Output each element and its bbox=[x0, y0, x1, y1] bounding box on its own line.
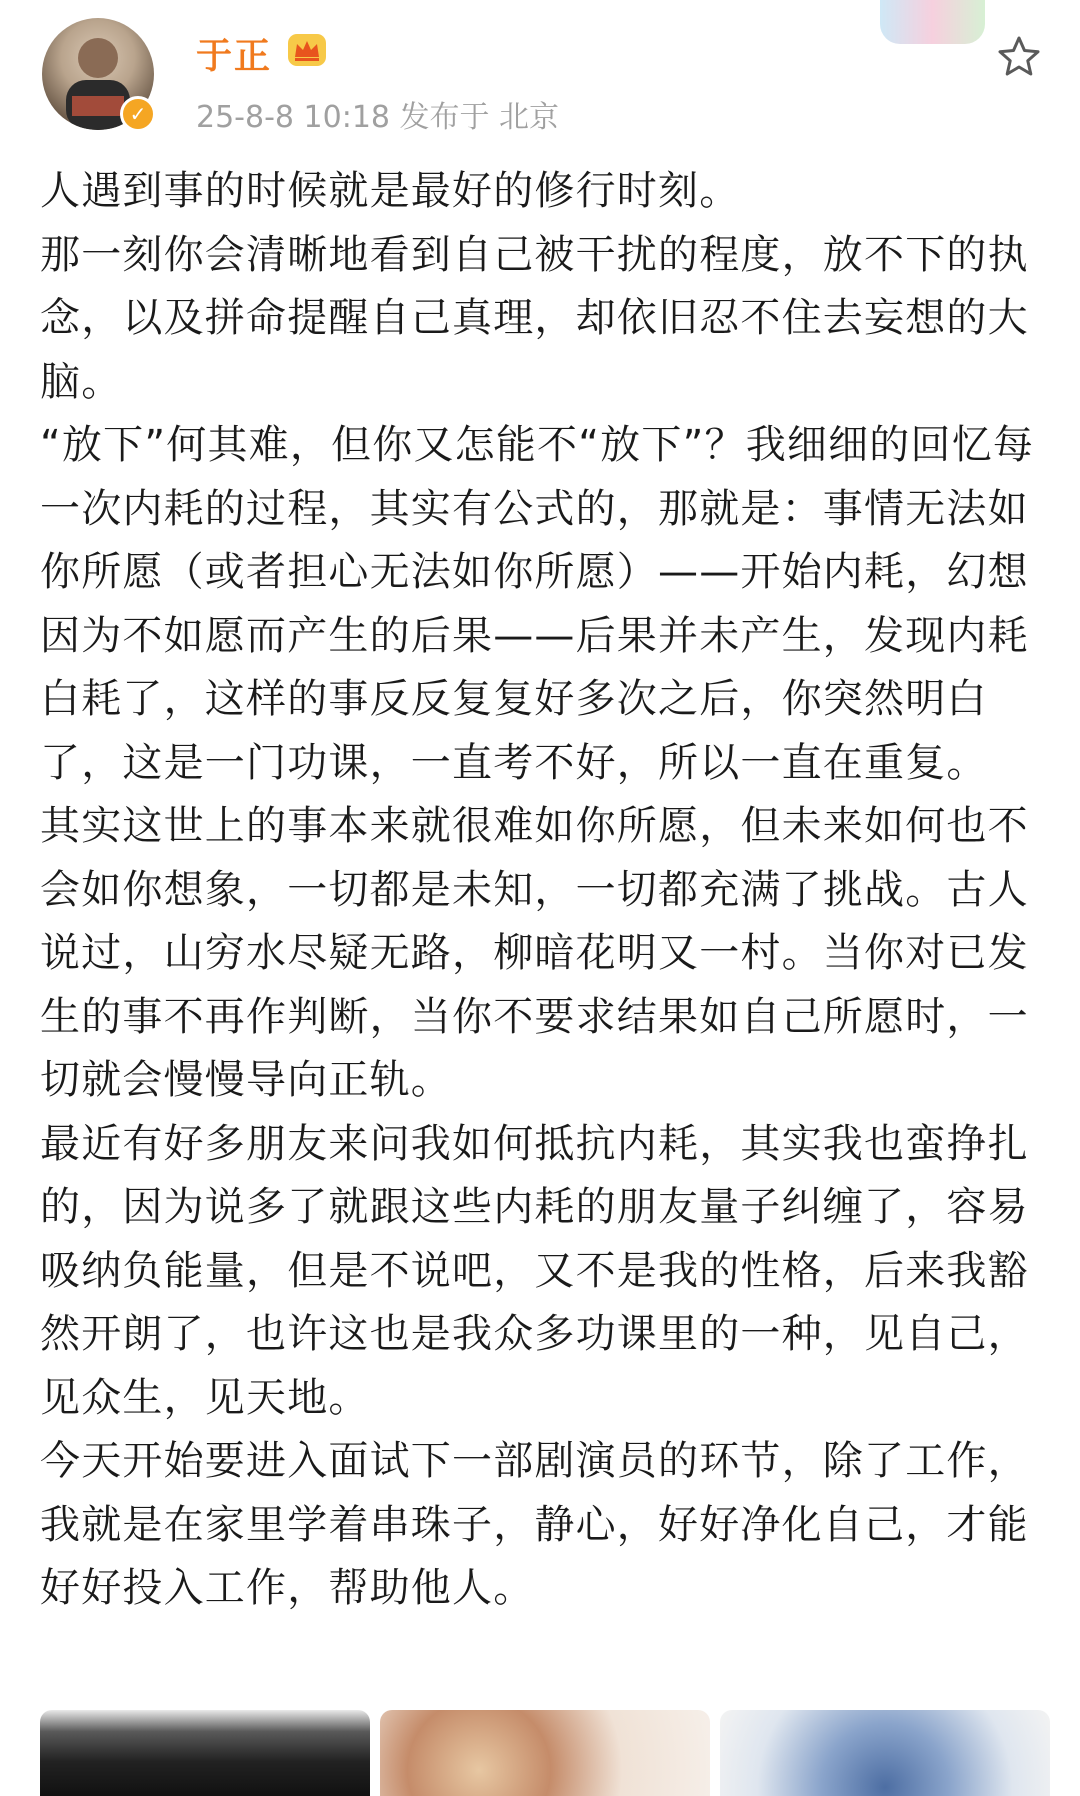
image-grid bbox=[40, 1710, 1050, 1796]
post-paragraph: 其实这世上的事本来就很难如你所愿，但未来如何也不会如你想象，一切都是未知，一切都充满了挑战。古人说过，山穷水尽疑无路，柳暗花明又一村。当你对已发生的事不再作判断，当你不要求结果如自己所愿时，一切就会慢慢导向正轨。 bbox=[40, 803, 1029, 1103]
post-image-3[interactable] bbox=[720, 1710, 1050, 1796]
decorative-sticker bbox=[880, 0, 985, 44]
post-paragraph: 最近有好多朋友来问我如何抵抗内耗，其实我也蛮挣扎的，因为说多了就跟这些内耗的朋友量子纠缠了，容易吸纳负能量，但是不说吧，又不是我的性格，后来我豁然开朗了，也许这也是我众多功课里的一种，见自己，见众生，见天地。 bbox=[40, 1120, 1029, 1421]
post-header bbox=[0, 0, 1080, 150]
post-body bbox=[40, 160, 1045, 1621]
post-timestamp: 25-8-8 10:18 发布于 北京 bbox=[196, 100, 560, 135]
post-image-2[interactable] bbox=[380, 1710, 710, 1796]
star-icon[interactable] bbox=[996, 34, 1042, 80]
post-paragraph: 那一刻你会清晰地看到自己被干扰的程度，放不下的执念，以及拼命提醒自己真理，却依旧忍不住去妄想的大脑。 bbox=[40, 231, 1029, 405]
avatar[interactable] bbox=[42, 18, 154, 130]
verified-badge-icon: ✓ bbox=[120, 96, 156, 132]
post-image-1[interactable] bbox=[40, 1710, 370, 1796]
post-paragraph: “放下”何其难，但你又怎能不“放下”？我细细的回忆每一次内耗的过程，其实有公式的，那就是：事情无法如你所愿（或者担心无法如你所愿）——开始内耗，幻想因为不如愿而产生的后果——后果并未产生，发现内耗白耗了，这样的事反反复复好多次之后，你突然明白了，这是一门功课，一直考不好，所以一直在重复。 bbox=[40, 422, 1035, 786]
username-link[interactable]: 于正 bbox=[196, 36, 273, 77]
post-paragraph: 人遇到事的时候就是最好的修行时刻。 bbox=[40, 168, 741, 214]
crown-icon[interactable] bbox=[286, 32, 328, 68]
post-paragraph: 今天开始要进入面试下一部剧演员的环节，除了工作，我就是在家里学着串珠子，静心，好好净化自己，才能好好投入工作，帮助他人。 bbox=[40, 1438, 1029, 1611]
